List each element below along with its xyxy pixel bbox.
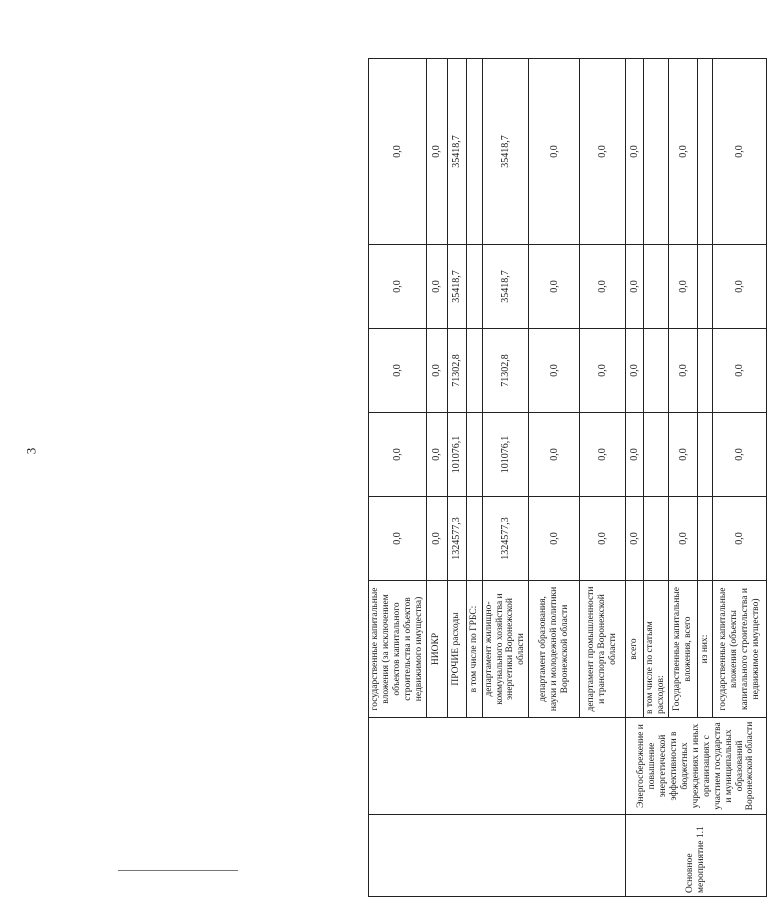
value-cell [698,245,713,329]
value-cell: 0,0 [713,329,767,413]
value-cell: 0,0 [369,329,427,413]
row-label: в том числе по ГРБС: [466,581,482,718]
value-cell [466,497,482,581]
value-cell: 71302,8 [482,329,529,413]
value-cell: 0,0 [426,497,447,581]
value-cell [644,245,669,329]
value-cell [698,59,713,245]
table-row [369,59,427,897]
row-label: из них: [698,581,713,718]
row-label: Государственные капитальные вложения, всего [669,581,698,718]
value-cell: 0,0 [529,329,580,413]
value-cell: 0,0 [626,59,644,245]
value-cell: 35418,7 [482,59,529,245]
value-cell: 0,0 [580,497,626,581]
row-label: ПРОЧИЕ расходы [447,581,466,718]
value-cell [644,497,669,581]
value-cell: 0,0 [626,413,644,497]
value-cell: 101076,1 [482,413,529,497]
value-cell: 0,0 [529,497,580,581]
value-cell [466,245,482,329]
value-cell: 0,0 [669,245,698,329]
value-cell: 0,0 [626,245,644,329]
row-label: департамент жилищно-коммунального хозяйства и энергетики Воронежской области [482,581,529,718]
value-cell: 0,0 [580,413,626,497]
value-cell [466,59,482,245]
value-cell: 0,0 [669,413,698,497]
table-row [626,59,644,897]
value-cell: 0,0 [369,413,427,497]
measure-name-cell-top [369,718,626,815]
value-cell [698,497,713,581]
value-cell [466,413,482,497]
value-cell: 0,0 [669,329,698,413]
value-cell: 0,0 [529,245,580,329]
value-cell: 0,0 [426,59,447,245]
value-cell: 0,0 [713,497,767,581]
value-cell: 0,0 [669,497,698,581]
row-label: в том числе по статьям расходов: [644,581,669,718]
value-cell [644,413,669,497]
value-cell: 0,0 [713,413,767,497]
value-cell: 0,0 [529,413,580,497]
value-cell: 0,0 [713,59,767,245]
page-number: 3 [23,447,39,455]
rotated-table-wrapper [368,59,761,897]
value-cell [466,329,482,413]
measure-name: Энергосбережение и повышение энергетической эффективности в бюджетных учреждениях и иных организациях с участием государства и муниципальных образований Воронежской области [626,718,767,815]
measure-label: Основное мероприятие 1.1 [626,815,767,897]
scan-artifact-line [118,870,238,871]
row-label: государственные капитальные вложения (объекты капитального строительства и недвижимое имущество) [713,581,767,718]
value-cell: 0,0 [580,245,626,329]
value-cell [644,59,669,245]
value-cell: 0,0 [369,497,427,581]
value-cell: 35418,7 [447,245,466,329]
value-cell [698,413,713,497]
value-cell: 1324577,3 [482,497,529,581]
value-cell: 0,0 [426,329,447,413]
value-cell: 0,0 [580,329,626,413]
row-label: государственные капитальные вложения (за исключением объектов капитального строительства и объектов недвижимого имущества) [369,581,427,718]
value-cell: 35418,7 [482,245,529,329]
value-cell: 0,0 [713,245,767,329]
value-cell [698,329,713,413]
value-cell [644,329,669,413]
budget-table [368,58,767,897]
value-cell: 1324577,3 [447,497,466,581]
value-cell: 0,0 [426,413,447,497]
row-label: всего [626,581,644,718]
value-cell: 0,0 [669,59,698,245]
row-label: департамент образования, науки и молодежной политики Воронежской области [529,581,580,718]
value-cell: 101076,1 [447,413,466,497]
value-cell: 71302,8 [447,329,466,413]
value-cell: 0,0 [626,497,644,581]
value-cell: 35418,7 [447,59,466,245]
row-label: департамент промышленности и транспорта Воронежской области [580,581,626,718]
value-cell: 0,0 [626,329,644,413]
value-cell: 0,0 [580,59,626,245]
value-cell: 0,0 [426,245,447,329]
value-cell: 0,0 [529,59,580,245]
row-label: НИОКР [426,581,447,718]
value-cell: 0,0 [369,245,427,329]
value-cell: 0,0 [369,59,427,245]
measure-label-cell-top [369,815,626,897]
